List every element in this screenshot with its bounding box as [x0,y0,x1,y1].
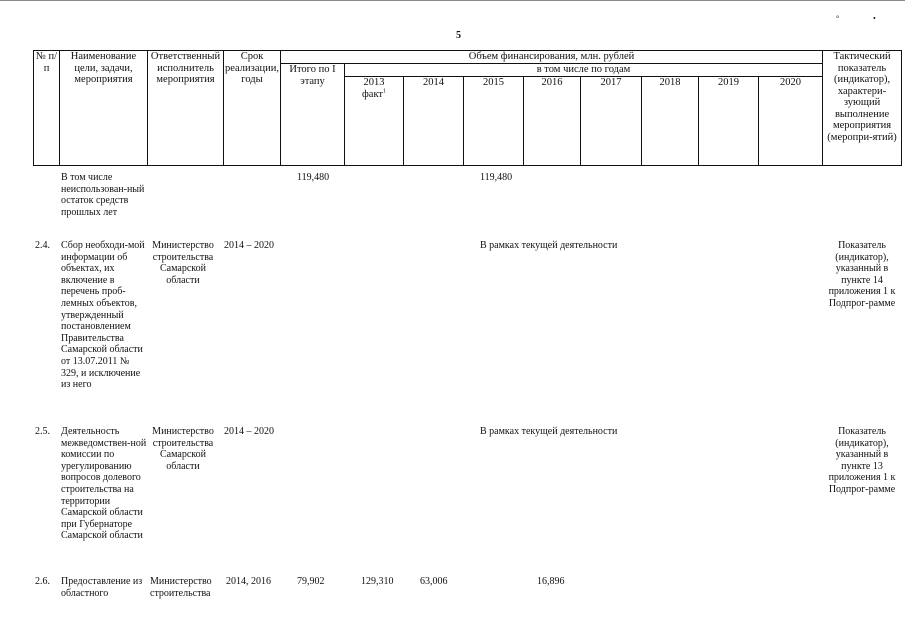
row-4-2014: 63,006 [420,576,448,587]
row-4-num: 2.6. [35,576,50,587]
year-2013-label: 2013 [363,77,385,88]
header-year-2015: 2015 [464,77,524,166]
row-4-name: Предоставление из областного [61,576,143,599]
row-3-period: 2014 – 2020 [224,426,274,437]
row-1-name: В том числе неиспользован-ный остаток средств прошлых лет [61,172,145,218]
row-2-indicator: Показатель (индикатор), указанный в пункте 14 приложения 1 к Подпрог-рамме [828,240,896,309]
header-year-2016: 2016 [524,77,581,166]
header-year-2013 [345,77,404,166]
row-2-name: Сбор необходи-мой информации об объектах, их включение в перечень проб-лемных объектов, утвержденный постановлением Правительства Самарской области от 13.07.2011 № 329, и исключение из него [61,240,145,391]
row-3-executor: Министерство строительства Самарской области [152,426,214,472]
header-total-text: Итого по I этапу [289,64,336,87]
header-year-2014: 2014 [404,77,464,166]
corner-mark: ° [836,14,840,23]
header-executor: Ответственный исполнитель мероприятия [148,51,224,166]
header-year-2018: 2018 [642,77,699,166]
header-year-2019: 2019 [699,77,759,166]
header-by-years: в том числе по годам [345,64,823,77]
row-1-total: 119,480 [297,172,330,183]
top-edge-line [0,0,905,1]
row-4-period: 2014, 2016 [226,576,271,587]
row-3-name: Деятельность межведомствен-ной комиссии по урегулированию вопросов долевого строительства на территории Самарской области при Губернаторе Самарской области [61,426,147,542]
row-2-period: 2014 – 2020 [224,240,274,251]
row-4-executor: Министерство строительства [150,576,212,599]
year-2013-fact: факт [361,88,383,100]
page-number: 5 [456,30,461,41]
row-2-num: 2.4. [35,240,50,251]
row-4-2016: 16,896 [537,576,565,587]
header-num: № п/п [34,51,60,166]
header-funding: Объем финансирования, млн. рублей [281,51,823,64]
table-header [33,50,902,166]
header-total [281,64,345,166]
header-indicator: Тактический показатель (индикатор), характери-зующий выполнение мероприятия (меропри-ятий) [823,51,902,166]
row-3-num: 2.5. [35,426,50,437]
row-4-total: 79,902 [297,576,325,587]
row-3-indicator: Показатель (индикатор), указанный в пункте 13 приложения 1 к Подпрог-рамме [828,426,896,495]
header-year-2017: 2017 [581,77,642,166]
row-2-executor: Министерство строительства Самарской области [152,240,214,286]
header-name: Наименование цели, задачи, мероприятия [60,51,148,166]
header-period: Срок реализации, годы [224,51,281,166]
footnote-mark: 1 [383,88,386,94]
corner-mark: • [873,14,876,23]
row-1-2015: 119,480 [480,172,513,183]
row-2-funding-text: В рамках текущей деятельности [480,240,618,251]
header-year-2020: 2020 [759,77,823,166]
row-3-funding-text: В рамках текущей деятельности [480,426,618,437]
row-4-2013: 129,310 [361,576,394,587]
